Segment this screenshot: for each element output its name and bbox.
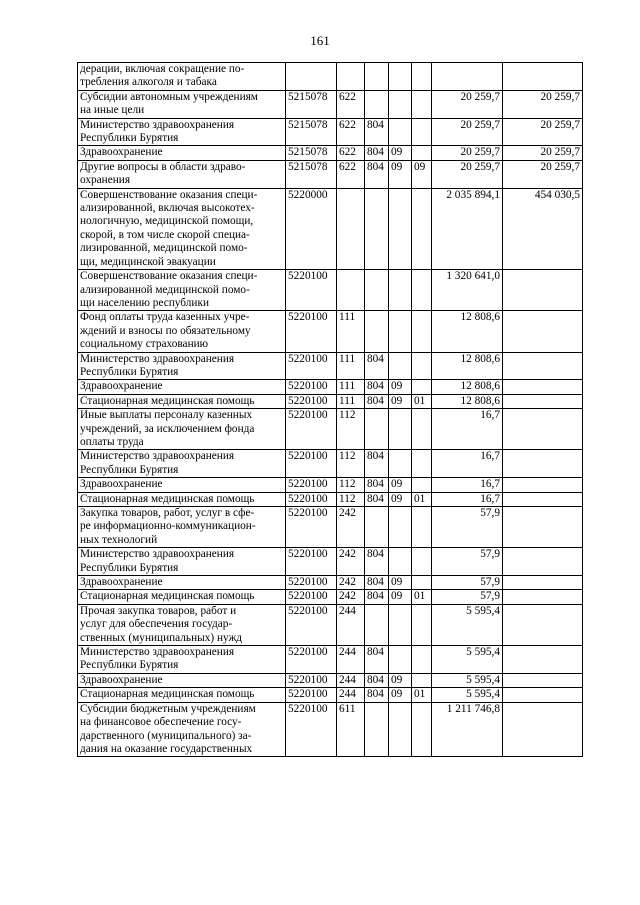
target-article-cell: 5220100 [286,492,337,506]
target-article-cell: 5220100 [286,673,337,687]
amount-cell: 20 259,7 [432,118,503,146]
expense-type-cell: 244 [337,673,365,687]
amount-secondary-cell [503,646,583,674]
amount-cell: 5 595,4 [432,646,503,674]
amount-secondary-cell: 20 259,7 [503,146,583,160]
table-row [78,478,583,492]
section-code-cell [389,409,412,450]
expense-type-cell: 242 [337,576,365,590]
item-name-cell: Министерство здравоохранения Республики Бурятия [78,548,286,576]
amount-cell: 12 808,6 [432,394,503,408]
table-row [78,311,583,352]
expense-type-cell: 622 [337,160,365,188]
amount-secondary-cell [503,688,583,702]
target-article-cell: 5220100 [286,604,337,645]
ministry-code-cell: 804 [365,478,389,492]
item-name-cell: Здравоохранение [78,478,286,492]
ministry-code-cell [365,270,389,311]
budget-table-body [78,63,583,757]
ministry-code-cell: 804 [365,160,389,188]
ministry-code-cell: 804 [365,450,389,478]
target-article-cell: 5220100 [286,352,337,380]
item-name-cell: Здравоохранение [78,380,286,394]
section-code-cell [389,646,412,674]
subsection-code-cell: 01 [412,688,432,702]
target-article-cell: 5220100 [286,478,337,492]
table-row [78,604,583,645]
ministry-code-cell [365,188,389,269]
amount-cell: 20 259,7 [432,160,503,188]
target-article-cell: 5220100 [286,311,337,352]
expense-type-cell: 242 [337,590,365,604]
ministry-code-cell [365,90,389,118]
amount-cell: 2 035 894,1 [432,188,503,269]
table-row [78,450,583,478]
section-code-cell [389,118,412,146]
section-code-cell [389,352,412,380]
section-code-cell: 09 [389,576,412,590]
budget-table [77,62,583,757]
target-article-cell: 5220100 [286,688,337,702]
ministry-code-cell: 804 [365,688,389,702]
subsection-code-cell [412,90,432,118]
amount-cell: 20 259,7 [432,146,503,160]
target-article-cell: 5220100 [286,450,337,478]
amount-secondary-cell: 454 030,5 [503,188,583,269]
amount-cell: 16,7 [432,409,503,450]
target-article-cell: 5215078 [286,146,337,160]
item-name-cell: Здравоохранение [78,146,286,160]
expense-type-cell: 244 [337,604,365,645]
subsection-code-cell [412,270,432,311]
subsection-code-cell [412,576,432,590]
subsection-code-cell [412,450,432,478]
table-row [78,646,583,674]
amount-cell: 20 259,7 [432,90,503,118]
table-row [78,63,583,91]
amount-secondary-cell [503,507,583,548]
section-code-cell: 09 [389,590,412,604]
item-name-cell: Прочая закупка товаров, работ и услуг для обеспечения государ- ственных (муниципальных) нужд [78,604,286,645]
expense-type-cell: 622 [337,146,365,160]
section-code-cell [389,311,412,352]
table-row [78,352,583,380]
section-code-cell [389,702,412,757]
amount-secondary-cell [503,492,583,506]
subsection-code-cell [412,604,432,645]
amount-secondary-cell [503,450,583,478]
table-row [78,409,583,450]
subsection-code-cell [412,478,432,492]
item-name-cell: Совершенствование оказания специ- ализированной, включая высокотех- нологичную, медицинской помощи, скорой, в том числе скорой специа- лизированной, медицинской помо- щи, медицинской эвакуации [78,188,286,269]
expense-type-cell: 112 [337,478,365,492]
expense-type-cell: 622 [337,118,365,146]
amount-secondary-cell: 20 259,7 [503,90,583,118]
table-row [78,673,583,687]
ministry-code-cell: 804 [365,646,389,674]
item-name-cell: Другие вопросы в области здраво- охранения [78,160,286,188]
section-code-cell: 09 [389,146,412,160]
expense-type-cell: 112 [337,409,365,450]
item-name-cell: Иные выплаты персоналу казенных учреждений, за исключением фонда оплаты труда [78,409,286,450]
subsection-code-cell [412,352,432,380]
amount-secondary-cell [503,604,583,645]
table-row [78,688,583,702]
item-name-cell: Министерство здравоохранения Республики Бурятия [78,646,286,674]
section-code-cell: 09 [389,478,412,492]
target-article-cell: 5220100 [286,702,337,757]
amount-cell: 57,9 [432,590,503,604]
amount-cell: 16,7 [432,478,503,492]
amount-cell: 5 595,4 [432,688,503,702]
table-row [78,270,583,311]
item-name-cell: Министерство здравоохранения Республики Бурятия [78,118,286,146]
subsection-code-cell [412,548,432,576]
expense-type-cell: 112 [337,450,365,478]
subsection-code-cell [412,702,432,757]
section-code-cell: 09 [389,380,412,394]
item-name-cell: Стационарная медицинская помощь [78,492,286,506]
amount-cell: 12 808,6 [432,311,503,352]
table-row [78,492,583,506]
ministry-code-cell: 804 [365,352,389,380]
amount-secondary-cell [503,702,583,757]
amount-secondary-cell [503,576,583,590]
amount-cell: 5 595,4 [432,604,503,645]
section-code-cell: 09 [389,492,412,506]
expense-type-cell: 111 [337,380,365,394]
target-article-cell: 5220100 [286,394,337,408]
expense-type-cell: 242 [337,548,365,576]
ministry-code-cell: 804 [365,492,389,506]
item-name-cell: Стационарная медицинская помощь [78,590,286,604]
expense-type-cell: 111 [337,394,365,408]
ministry-code-cell: 804 [365,118,389,146]
ministry-code-cell: 804 [365,590,389,604]
amount-cell: 57,9 [432,576,503,590]
table-row [78,394,583,408]
item-name-cell: Субсидии автономным учреждениям на иные цели [78,90,286,118]
section-code-cell [389,188,412,269]
ministry-code-cell [365,63,389,91]
item-name-cell: Субсидии бюджетным учреждениям на финансовое обеспечение госу- дарственного (муниципального) за- дания на оказание государственных [78,702,286,757]
ministry-code-cell: 804 [365,394,389,408]
amount-cell: 16,7 [432,450,503,478]
expense-type-cell: 244 [337,646,365,674]
ministry-code-cell: 804 [365,576,389,590]
item-name-cell: дерации, включая сокращение по- требления алкоголя и табака [78,63,286,91]
section-code-cell: 09 [389,673,412,687]
target-article-cell: 5215078 [286,160,337,188]
item-name-cell: Стационарная медицинская помощь [78,394,286,408]
amount-cell: 16,7 [432,492,503,506]
item-name-cell: Здравоохранение [78,576,286,590]
table-row [78,188,583,269]
amount-cell: 1 211 746,8 [432,702,503,757]
expense-type-cell: 112 [337,492,365,506]
amount-secondary-cell [503,478,583,492]
ministry-code-cell [365,507,389,548]
table-row [78,118,583,146]
subsection-code-cell [412,673,432,687]
subsection-code-cell [412,409,432,450]
item-name-cell: Министерство здравоохранения Республики Бурятия [78,352,286,380]
amount-secondary-cell: 20 259,7 [503,160,583,188]
subsection-code-cell [412,63,432,91]
item-name-cell: Совершенствование оказания специ- ализированной медицинской помо- щи населению республики [78,270,286,311]
item-name-cell: Здравоохранение [78,673,286,687]
section-code-cell [389,270,412,311]
expense-type-cell: 111 [337,352,365,380]
ministry-code-cell: 804 [365,146,389,160]
section-code-cell [389,63,412,91]
section-code-cell: 09 [389,688,412,702]
expense-type-cell [337,188,365,269]
amount-secondary-cell [503,409,583,450]
expense-type-cell: 244 [337,688,365,702]
target-article-cell: 5220100 [286,548,337,576]
section-code-cell: 09 [389,160,412,188]
amount-cell [432,63,503,91]
table-row [78,160,583,188]
section-code-cell [389,507,412,548]
target-article-cell: 5220100 [286,576,337,590]
amount-secondary-cell [503,548,583,576]
table-row [78,507,583,548]
ministry-code-cell: 804 [365,380,389,394]
ministry-code-cell [365,702,389,757]
amount-secondary-cell [503,673,583,687]
target-article-cell: 5215078 [286,118,337,146]
table-row [78,380,583,394]
section-code-cell [389,450,412,478]
page-number: 161 [310,33,330,48]
expense-type-cell [337,63,365,91]
ministry-code-cell: 804 [365,673,389,687]
table-row [78,548,583,576]
table-row [78,702,583,757]
subsection-code-cell [412,507,432,548]
subsection-code-cell: 01 [412,590,432,604]
item-name-cell: Министерство здравоохранения Республики Бурятия [78,450,286,478]
subsection-code-cell [412,188,432,269]
amount-secondary-cell [503,380,583,394]
subsection-code-cell [412,118,432,146]
subsection-code-cell [412,646,432,674]
target-article-cell: 5215078 [286,90,337,118]
section-code-cell: 09 [389,394,412,408]
target-article-cell: 5220100 [286,409,337,450]
section-code-cell [389,604,412,645]
amount-cell: 1 320 641,0 [432,270,503,311]
amount-cell: 57,9 [432,548,503,576]
subsection-code-cell [412,380,432,394]
section-code-cell [389,548,412,576]
ministry-code-cell [365,604,389,645]
expense-type-cell: 622 [337,90,365,118]
target-article-cell: 5220000 [286,188,337,269]
table-row [78,146,583,160]
amount-secondary-cell [503,311,583,352]
amount-cell: 12 808,6 [432,380,503,394]
target-article-cell: 5220100 [286,380,337,394]
amount-cell: 12 808,6 [432,352,503,380]
expense-type-cell: 111 [337,311,365,352]
target-article-cell: 5220100 [286,270,337,311]
subsection-code-cell [412,311,432,352]
item-name-cell: Закупка товаров, работ, услуг в сфе- ре информационно-коммуникацион- ных технологий [78,507,286,548]
item-name-cell: Стационарная медицинская помощь [78,688,286,702]
expense-type-cell: 611 [337,702,365,757]
amount-cell: 57,9 [432,507,503,548]
amount-secondary-cell [503,394,583,408]
amount-secondary-cell [503,270,583,311]
ministry-code-cell [365,409,389,450]
target-article-cell: 5220100 [286,590,337,604]
table-row [78,590,583,604]
subsection-code-cell: 09 [412,160,432,188]
expense-type-cell: 242 [337,507,365,548]
subsection-code-cell [412,146,432,160]
table-row [78,90,583,118]
amount-cell: 5 595,4 [432,673,503,687]
amount-secondary-cell [503,63,583,91]
ministry-code-cell [365,311,389,352]
table-row [78,576,583,590]
section-code-cell [389,90,412,118]
subsection-code-cell: 01 [412,394,432,408]
target-article-cell: 5220100 [286,507,337,548]
amount-secondary-cell [503,590,583,604]
ministry-code-cell: 804 [365,548,389,576]
target-article-cell: 5220100 [286,646,337,674]
target-article-cell [286,63,337,91]
subsection-code-cell: 01 [412,492,432,506]
item-name-cell: Фонд оплаты труда казенных учре- ждений и взносы по обязательному социальному страхованию [78,311,286,352]
expense-type-cell [337,270,365,311]
amount-secondary-cell [503,352,583,380]
amount-secondary-cell: 20 259,7 [503,118,583,146]
